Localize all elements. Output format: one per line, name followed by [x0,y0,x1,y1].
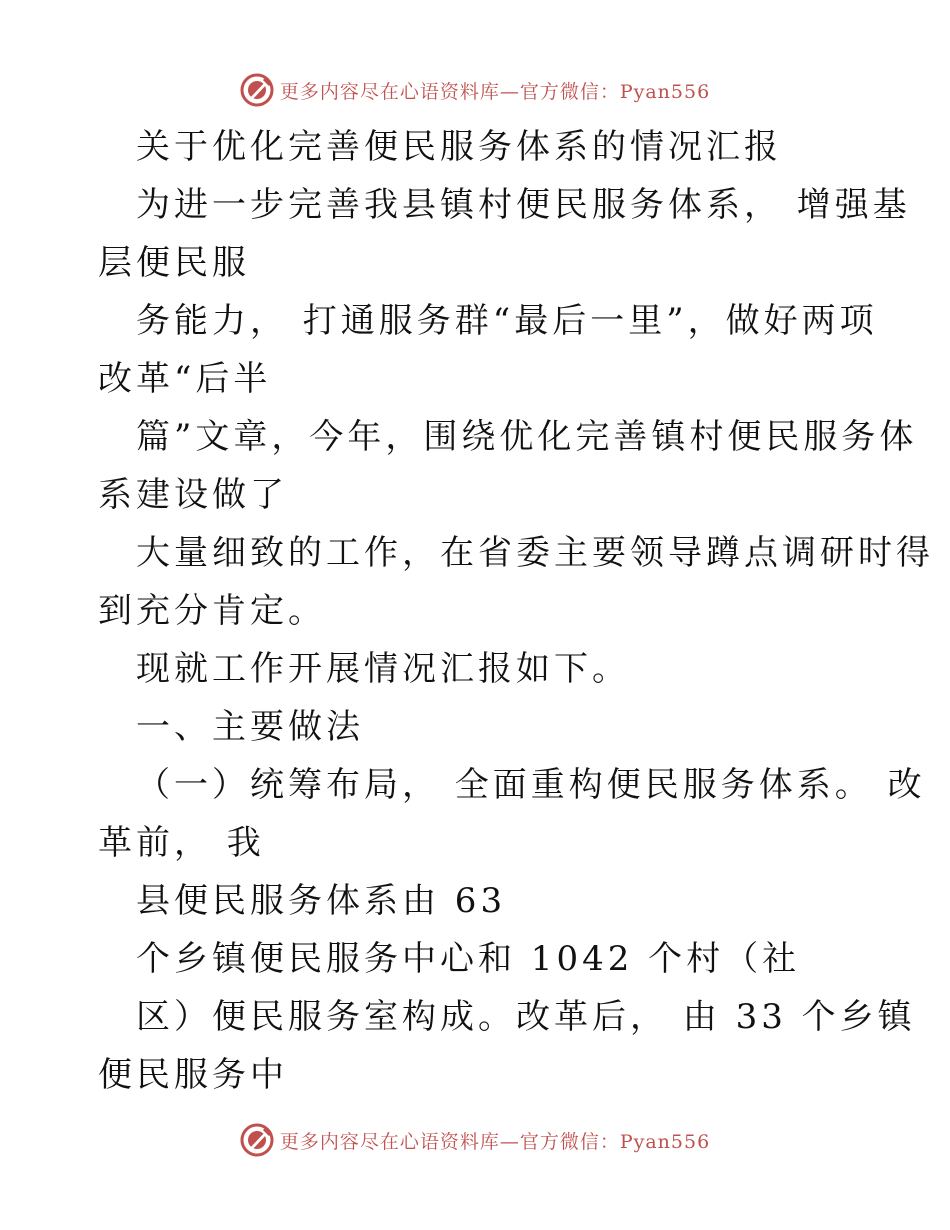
header-banner-text: 更多内容尽在心语资料库—官方微信：Pyan556 [279,80,711,103]
paragraph-line: 务能力， 打通服务群“最后一里”，做好两项 [136,301,878,341]
paragraph-line: 县便民服务体系由 63 [136,881,507,921]
paragraph-line: 便民服务中 [98,1055,288,1095]
paragraph-line: 大量细致的工作，在省委主要领导蹲点调研时得 [136,533,934,573]
header-banner [0,70,950,110]
paragraph-line: 篇”文章，今年，围绕优化完善镇村便民服务体 [136,417,918,457]
paragraph-line: 为进一步完善我县镇村便民服务体系， 增强基 [136,185,911,225]
footer-banner-text: 更多内容尽在心语资料库—官方微信：Pyan556 [279,1130,711,1153]
pen-seal-logo-icon [240,1123,274,1157]
paragraph-line: 现就工作开展情况汇报如下。 [136,649,630,689]
paragraph-line: 到充分肯定。 [98,591,326,631]
document-body [98,118,934,1104]
pen-seal-logo-icon [240,73,274,107]
paragraph-line: 个乡镇便民服务中心和 1042 个村（社 [136,939,801,979]
paragraph-line: 革前， 我 [98,823,265,863]
section-heading: 一、主要做法 [136,707,364,747]
paragraph-line: 区）便民服务室构成。改革后， 由 33 个乡镇 [136,997,916,1037]
paragraph-line: （一）统筹布局， 全面重构便民服务体系。 改 [136,765,926,805]
paragraph-line: 层便民服 [98,243,250,283]
paragraph-line: 改革“后半 [98,359,272,399]
footer-banner [0,1120,950,1160]
paragraph-line: 系建设做了 [98,475,288,515]
doc-title: 关于优化完善便民服务体系的情况汇报 [136,127,782,167]
